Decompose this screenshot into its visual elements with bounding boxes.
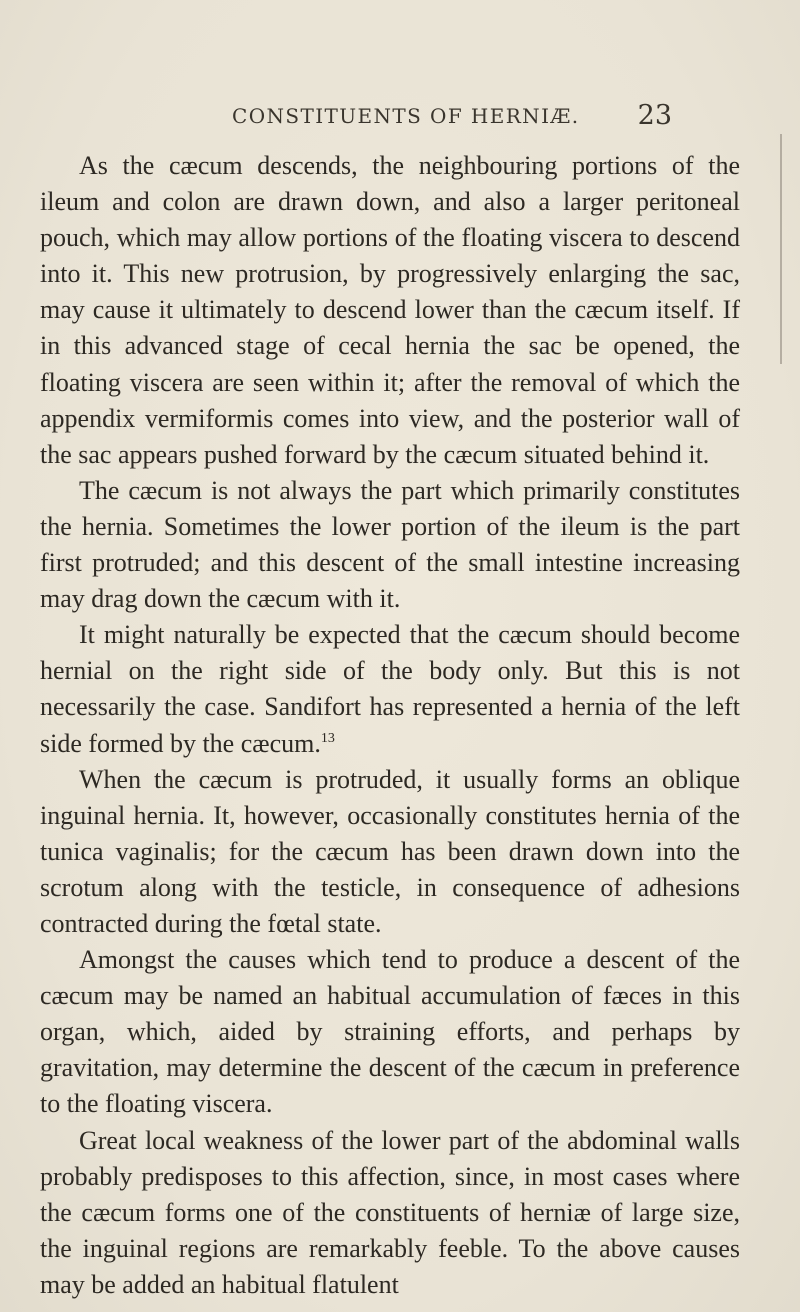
paragraph-text: It might naturally be expected that the cæcum should become hernial on the right side of the body only. But this is not necessarily the case. Sandifort has represented a hernia of the left side formed by the cæcum. — [40, 620, 740, 758]
paragraph-cecum-descends — [40, 148, 740, 473]
paragraph-text: When the cæcum is protruded, it usually forms an oblique inguinal hernia. It, however, occasionally constitutes hernia of the tunica vaginalis; for the cæcum has been drawn down into the scrotum along with the testicle, in consequence of adhesions contracted during the fœtal state. — [40, 764, 740, 938]
paragraph-oblique-hernia — [40, 762, 740, 942]
page-edge-shadow — [780, 134, 782, 364]
running-title: CONSTITUENTS OF HERNIÆ. — [232, 104, 580, 128]
paragraph-text: Amongst the causes which tend to produce a descent of the cæcum may be named an habitual accumulation of fæces in this organ, which, aided by straining efforts, and perhaps by gravitation, may determine the descent of the cæcum in preference to the floating viscera. — [40, 945, 740, 1119]
paragraph-right-side — [40, 617, 740, 761]
paragraph-local-weakness — [40, 1123, 740, 1303]
paragraph-text: Great local weakness of the lower part of the abdominal walls probably predisposes to this affection, since, in most cases where the cæcum forms one of the constituents of herniæ of large size, the inguinal regions are remarkably feeble. To the above causes may be added an habitual flatulent — [40, 1125, 740, 1299]
footnote-reference: 13 — [320, 730, 335, 746]
page-number: 23 — [637, 100, 672, 131]
body-text — [40, 148, 740, 1303]
paragraph-text: As the cæcum descends, the neighbouring portions of the ileum and colon are drawn down, and also a larger peritoneal pouch, which may allow portions of the floating viscera to descend into it. This new protrusion, by progressively enlarging the sac, may cause it ultimately to descend lower than the cæcum itself. If in this advanced stage of cecal hernia the sac be opened, the floating viscera are seen within it; after the removal of which the appendix vermiformis comes into view, and the posterior wall of the sac appears pushed forward by the cæcum situated behind it. — [40, 151, 740, 469]
paragraph-causes — [40, 942, 740, 1122]
paragraph-text: The cæcum is not always the part which primarily constitutes the hernia. Sometimes the lower portion of the ileum is the part first protruded; and this descent of the small intestine increasing may drag down the cæcum with it. — [40, 475, 740, 614]
running-head — [232, 100, 672, 140]
paragraph-cecum-not-always — [40, 473, 740, 617]
